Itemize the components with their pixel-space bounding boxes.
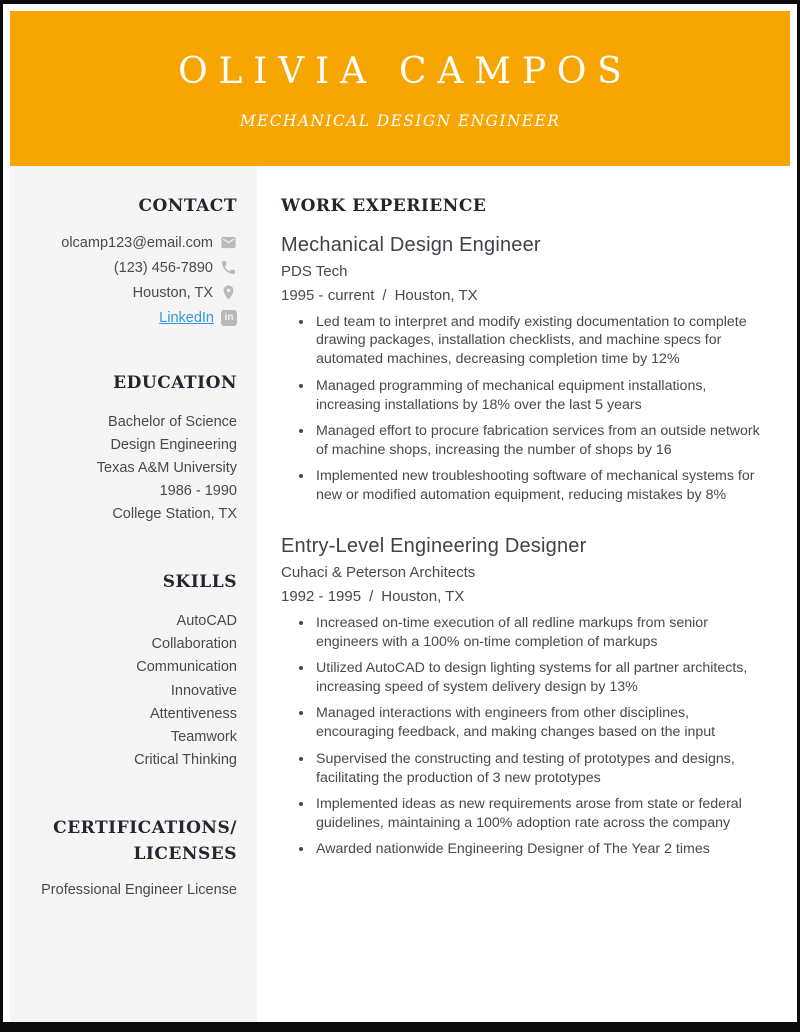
certifications-heading <box>22 816 237 867</box>
content-columns <box>10 166 790 1022</box>
job-period: 1995 - current <box>281 286 375 304</box>
contact-row-phone <box>22 259 237 277</box>
skill-item: Communication <box>136 659 237 676</box>
skill-item: Teamwork <box>170 728 237 745</box>
person-job-title: MECHANICAL DESIGN ENGINEER <box>239 112 561 130</box>
job-bullet: • Awarded nationwide Engineering Designer of The Year 2 times <box>314 840 770 859</box>
job-bullet: • Implemented ideas as new requirements arose from state or federal guidelines, maintaining a 100% adoption rate across the company <box>314 795 770 833</box>
certifications-heading-line1: CERTIFICATIONS/ <box>53 818 237 839</box>
education-degree: Bachelor of Science <box>108 413 237 430</box>
job-entry <box>281 234 770 505</box>
contact-row-linkedin <box>22 309 237 327</box>
job-company: Cuhaci & Peterson Architects <box>281 563 476 581</box>
certifications-heading-line2: LICENSES <box>133 843 237 864</box>
certifications-section <box>22 816 237 902</box>
skill-item: AutoCAD <box>176 612 237 629</box>
job-bullet: • Supervised the constructing and testing of prototypes and designs, facilitating the production of 3 new prototypes <box>314 750 770 788</box>
job-dates-location <box>281 287 770 304</box>
contact-heading: CONTACT <box>138 196 237 216</box>
skill-item: Innovative <box>170 682 237 699</box>
education-school: Texas A&M University <box>96 459 237 476</box>
linkedin-icon: in <box>221 310 237 326</box>
education-major: Design Engineering <box>110 436 237 453</box>
job-dates-location <box>281 588 770 605</box>
resume-page <box>3 4 797 1022</box>
job-location: Houston, TX <box>381 587 465 605</box>
job-period: 1992 - 1995 <box>281 587 362 605</box>
job-entry <box>281 535 770 859</box>
contact-row-location <box>22 284 237 302</box>
skill-item: Collaboration <box>151 636 237 653</box>
job-bullet: • Utilized AutoCAD to design lighting systems for all partner architects, increasing speed of system delivery design by 13% <box>314 659 770 697</box>
certification-item: Professional Engineer License <box>41 882 237 899</box>
sidebar <box>10 166 257 1022</box>
education-section <box>22 371 237 526</box>
job-bullet-list <box>281 313 770 505</box>
envelope-icon <box>220 234 237 251</box>
job-title: Entry-Level Engineering Designer <box>281 534 587 557</box>
work-experience-heading: WORK EXPERIENCE <box>281 196 487 216</box>
person-name: OLIVIA CAMPOS <box>178 51 633 92</box>
job-bullet: • Managed programming of mechanical equipment installations, increasing installations by 18% over the last 5 years <box>314 377 770 415</box>
location-text: Houston, TX <box>132 284 213 301</box>
education-dates: 1986 - 1990 <box>159 483 237 500</box>
skill-item: Attentiveness <box>149 705 237 722</box>
phone-text: (123) 456-7890 <box>113 259 213 276</box>
education-heading: EDUCATION <box>113 373 237 393</box>
job-bullet: • Managed effort to procure fabrication services from an outside network of machine shops, increasing the number of shops by 16 <box>314 422 770 460</box>
job-bullet: • Increased on-time execution of all redline markups from senior engineers with a 100% on-time completion of markups <box>314 614 770 652</box>
header-banner <box>10 11 790 166</box>
contact-section <box>22 194 237 327</box>
job-bullet: • Led team to interpret and modify existing documentation to complete drawing packages, installation checklists, and machine specs for automated machines, decreasing completion time by 12% <box>314 313 770 370</box>
skills-section <box>22 570 237 772</box>
linkedin-link[interactable]: LinkedIn <box>159 309 214 326</box>
skill-item: Critical Thinking <box>134 752 237 769</box>
job-bullet-list <box>281 614 770 859</box>
phone-icon <box>220 259 237 276</box>
email-text: olcamp123@email.com <box>61 234 213 251</box>
work-experience-column <box>257 166 790 1022</box>
job-title: Mechanical Design Engineer <box>281 233 541 256</box>
date-location-separator: / <box>382 286 387 304</box>
education-location: College Station, TX <box>112 506 237 523</box>
job-company: PDS Tech <box>281 262 348 280</box>
job-bullet: • Managed interactions with engineers from other disciplines, encouraging feedback, and making changes based on the input <box>314 704 770 742</box>
contact-row-email <box>22 234 237 252</box>
location-pin-icon <box>220 284 237 301</box>
job-bullet: • Implemented new troubleshooting software of mechanical systems for new or modified automation equipment, reducing mistakes by 8% <box>314 467 770 505</box>
skills-heading: SKILLS <box>162 572 237 593</box>
date-location-separator: / <box>369 587 374 605</box>
job-location: Houston, TX <box>394 286 478 304</box>
